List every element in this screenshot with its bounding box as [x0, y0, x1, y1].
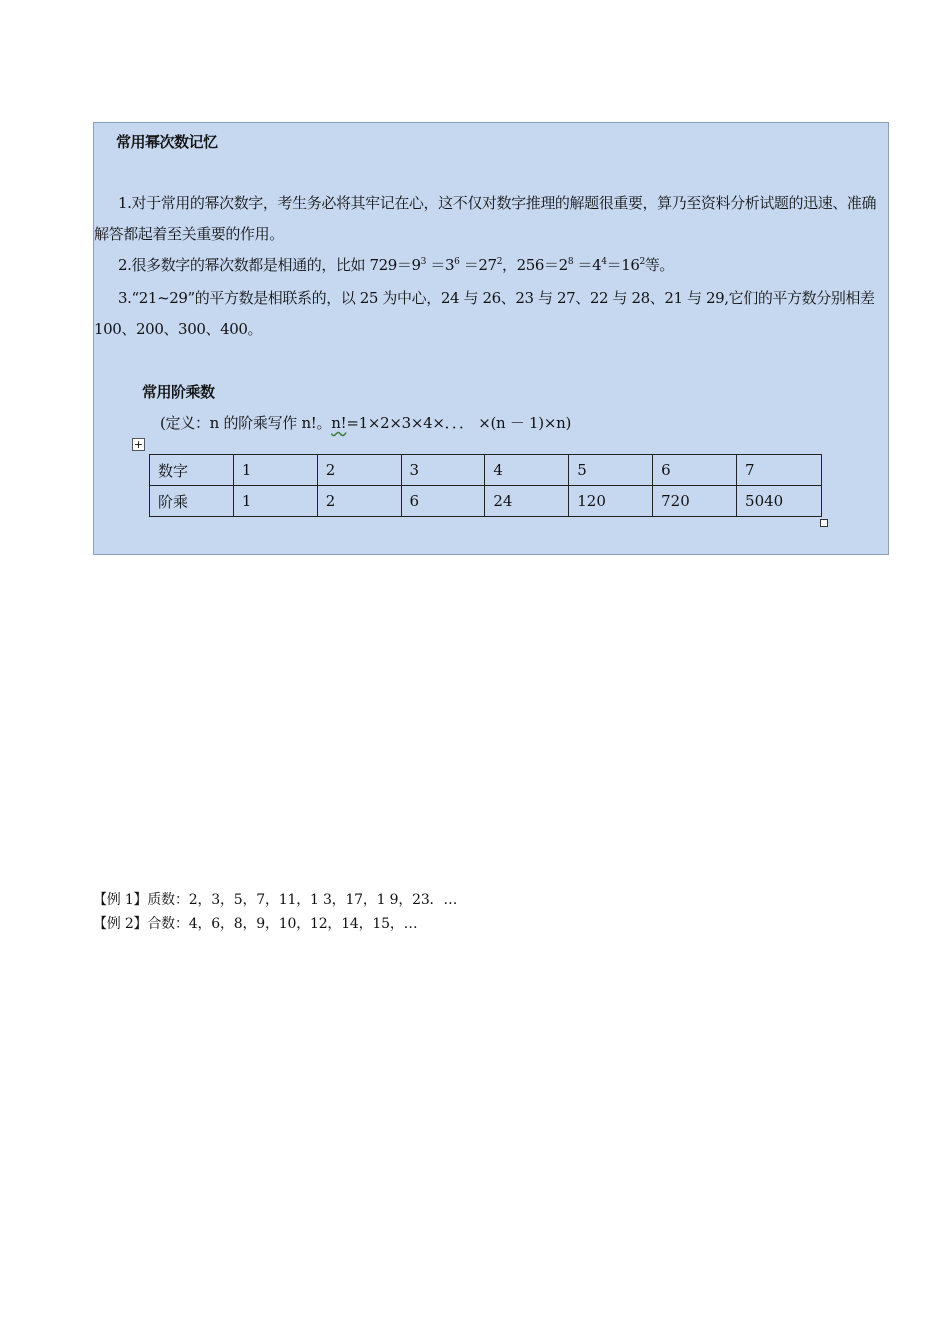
table-cell: 1	[233, 486, 317, 517]
factorial-heading: 常用阶乘数	[142, 383, 215, 401]
section-heading: 常用幂次数记忆	[116, 133, 218, 151]
table-cell: 2	[317, 455, 401, 486]
table-resize-handle[interactable]	[820, 519, 828, 527]
table-cell: 2	[317, 486, 401, 517]
table-cell: 6	[653, 455, 737, 486]
table-move-handle-icon[interactable]: +	[133, 438, 144, 451]
table-cell: 6	[401, 486, 485, 517]
table-cell: 120	[569, 486, 653, 517]
table-cell: 3	[401, 455, 485, 486]
table-row	[150, 455, 822, 486]
table-cell: 4	[485, 455, 569, 486]
power-numbers-panel	[93, 122, 889, 555]
table-cell: 阶乘	[150, 486, 234, 517]
paragraph-3: 3.“21~29”的平方数是相联系的，以 25 为中心，24 与 26、23 与 27、22 与 28、21 与 29,它们的平方数分别相差 100、200、300、400。	[94, 289, 875, 338]
factorial-definition: (定义：n 的阶乘写作 n!。n!=1×2×3×4×．．． ×(n － 1)×n)	[160, 414, 572, 432]
table-row	[150, 486, 822, 517]
example-2: 【例 2】合数：4，6，8，9，10，12，14，15，…	[93, 916, 418, 932]
table-cell: 24	[485, 486, 569, 517]
spellcheck-underline: n!	[331, 414, 347, 432]
factorial-table	[149, 454, 822, 517]
table-cell: 5040	[737, 486, 822, 517]
table-cell: 1	[233, 455, 317, 486]
table-cell: 数字	[150, 455, 234, 486]
table-cell: 5	[569, 455, 653, 486]
table-cell: 720	[653, 486, 737, 517]
table-cell: 7	[737, 455, 822, 486]
paragraph-2: 2.很多数字的幂次数都是相通的，比如 $729=9^3 =3^6 =27^2$，$256=2^8 =4^4=16^2$等。	[118, 256, 675, 274]
paragraph-1: 1.对于常用的幂次数字，考生务必将其牢记在心，这不仅对数字推理的解题很重要，算乃至资料分析试题的迅速、准确解答都起着至关重要的作用。	[94, 194, 877, 243]
example-1: 【例 1】质数：2，3，5，7，11，1 3，17，1 9，23．…	[93, 892, 458, 908]
